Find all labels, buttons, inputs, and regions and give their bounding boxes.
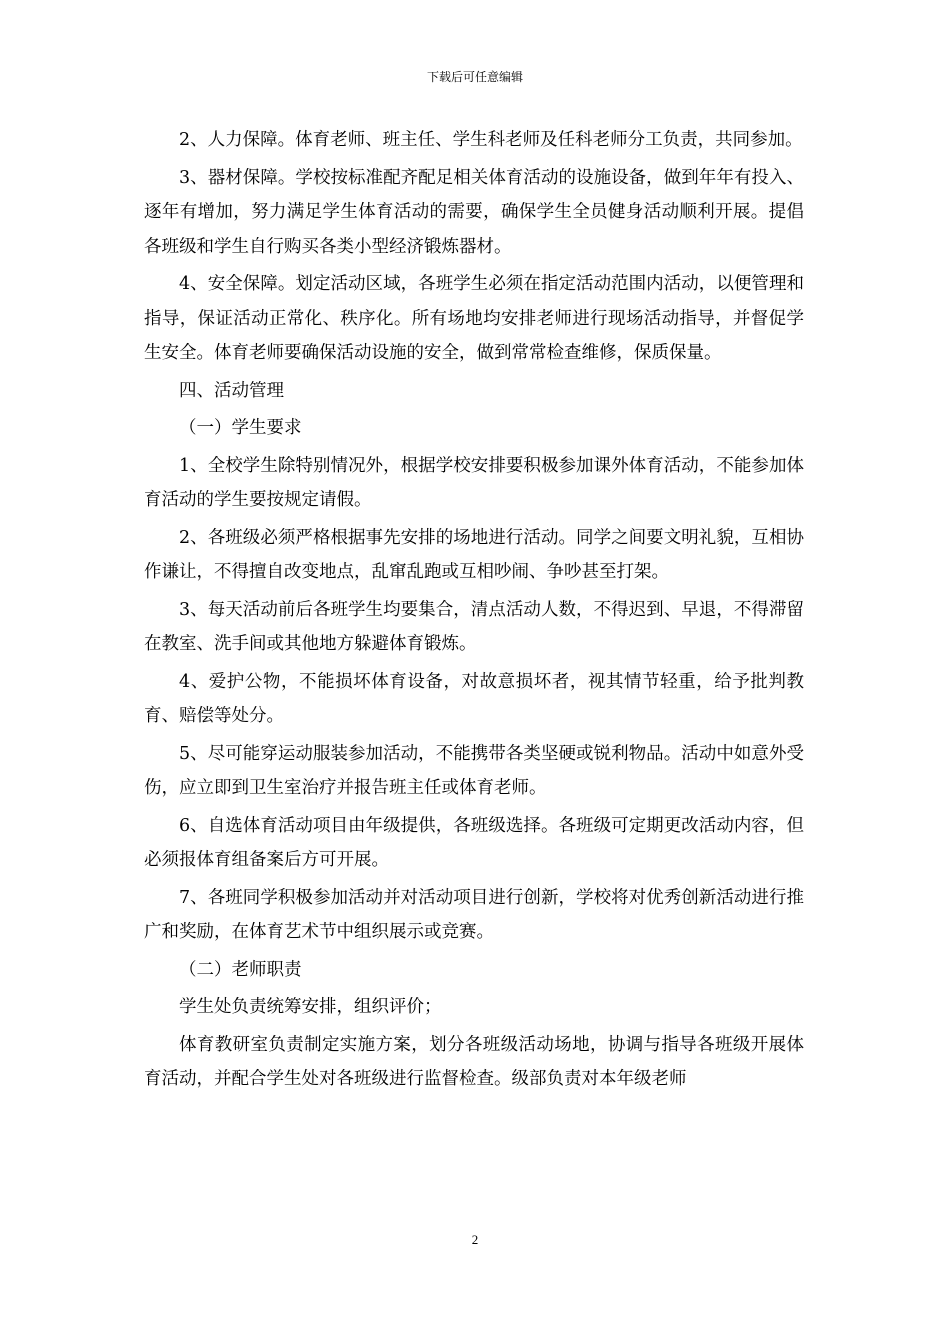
paragraph: 3、器材保障。学校按标准配齐配足相关体育活动的设施设备，做到年年有投入、逐年有增加，努力满足学生体育活动的需要，确保学生全员健身活动顺利开展。提倡各班级和学生自行购买各类小型经济锻炼器材。	[144, 167, 804, 257]
paragraph: 5、尽可能穿运动服装参加活动，不能携带各类坚硬或锐利物品。活动中如意外受伤，应立即到卫生室治疗并报告班主任或体育老师。	[144, 743, 804, 798]
paragraph: 2、人力保障。体育老师、班主任、学生科老师及任科老师分工负责，共同参加。	[179, 130, 803, 150]
page-number: 2	[471, 1232, 479, 1247]
paragraph: 4、爱护公物，不能损坏体育设备，对故意损坏者，视其情节轻重，给予批判教育、赔偿等处分。	[144, 671, 804, 726]
paragraph: 1、全校学生除特别情况外，根据学校安排要积极参加课外体育活动，不能参加体育活动的学生要按规定请假。	[144, 455, 804, 510]
paragraph: 6、自选体育活动项目由年级提供，各班级选择。各班级可定期更改活动内容，但必须报体育组备案后方可开展。	[144, 815, 804, 870]
paragraph: 3、每天活动前后各班学生均要集合，清点活动人数，不得迟到、早退，不得滞留在教室、洗手间或其他地方躲避体育锻炼。	[144, 599, 804, 654]
section-heading: 四、活动管理	[179, 380, 284, 401]
paragraph: 体育教研室负责制定实施方案，划分各班级活动场地，协调与指导各班级开展体育活动，并配合学生处对各班级进行监督检查。级部负责对本年级老师	[144, 1034, 804, 1089]
paragraph: 4、安全保障。划定活动区域，各班学生必须在指定活动范围内活动，以便管理和指导，保证活动正常化、秩序化。所有场地均安排老师进行现场活动指导，并督促学生安全。体育老师要确保活动设施的安全，做到常常检查维修，保质保量。	[144, 274, 804, 363]
page-header: 下载后可任意编辑	[426, 70, 523, 84]
document-body	[144, 123, 804, 1100]
paragraph: 学生处负责统筹安排，组织评价；	[179, 997, 442, 1017]
paragraph: 2、各班级必须严格根据事先安排的场地进行活动。同学之间要文明礼貌，互相协作谦让，不得擅自改变地点，乱窜乱跑或互相吵闹、争吵甚至打架。	[144, 527, 804, 582]
paragraph: 7、各班同学积极参加活动并对活动项目进行创新，学校将对优秀创新活动进行推广和奖励，在体育艺术节中组织展示或竞赛。	[144, 887, 804, 942]
subsection-heading: （一）学生要求	[179, 418, 302, 438]
subsection-heading: （二）老师职责	[179, 959, 302, 980]
